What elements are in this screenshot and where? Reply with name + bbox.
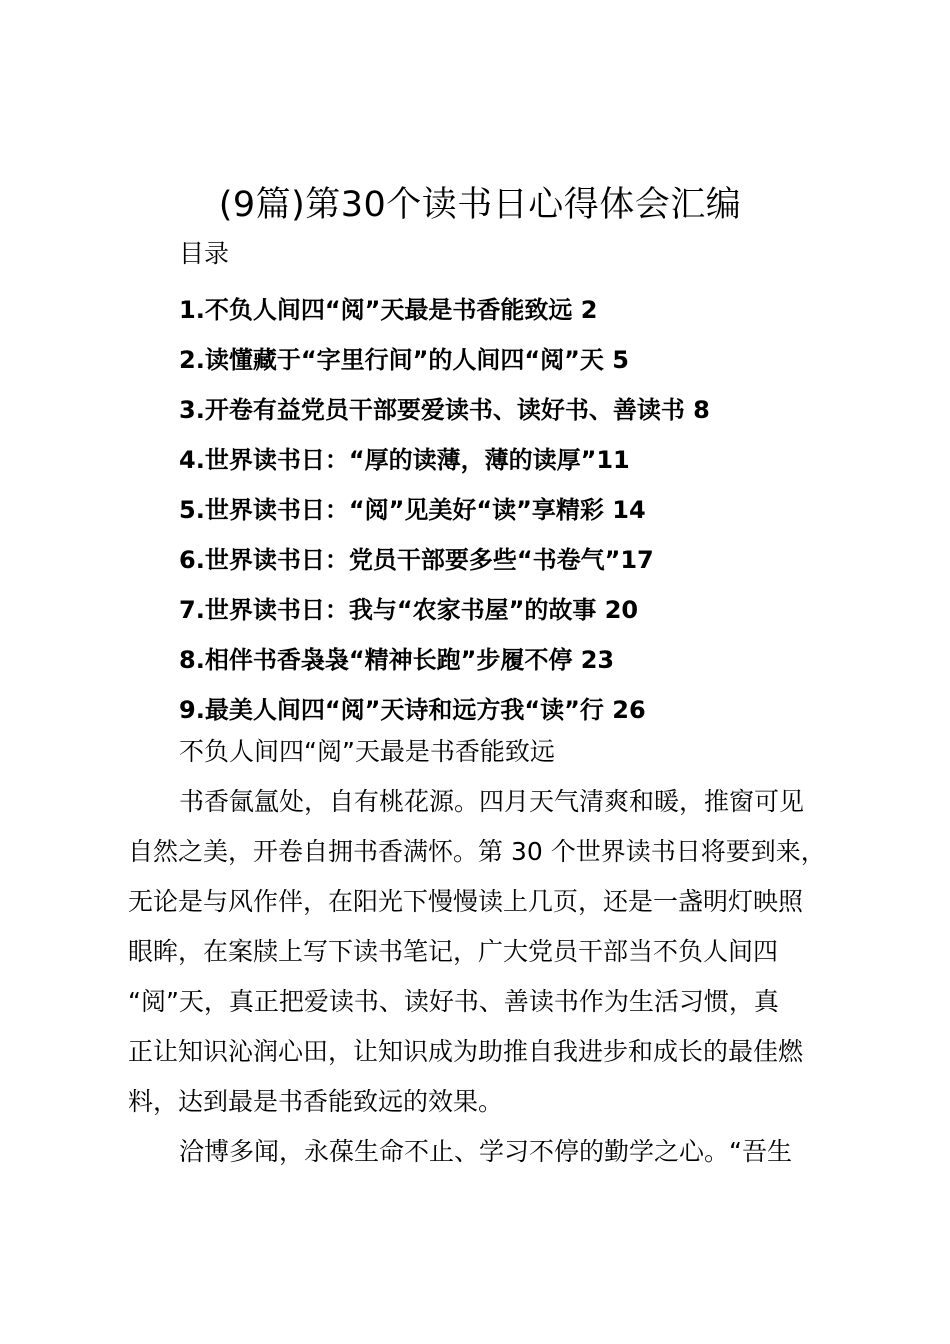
paragraph-line: 洽博多闻，永葆生命不止、学习不停的勤学之心。“吾生	[179, 1137, 792, 1166]
body-paragraph	[128, 1127, 858, 1177]
section-heading: 不负人间四“阅”天最是书香能致远	[179, 737, 555, 766]
toc-item[interactable]: 7.世界读书日：我与“农家书屋”的故事 20	[179, 596, 639, 624]
toc-item[interactable]: 4.世界读书日：“厚的读薄，薄的读厚”11	[179, 446, 630, 474]
toc-item[interactable]: 8.相伴书香袅袅“精神长跑”步履不停 23	[179, 646, 615, 674]
table-of-contents	[179, 285, 710, 735]
toc-item[interactable]: 6.世界读书日：党员干部要多些“书卷气”17	[179, 546, 654, 574]
paragraph-line: 无论是与风作伴，在阳光下慢慢读上几页，还是一盏明灯映照	[128, 887, 804, 916]
toc-item[interactable]: 1.不负人间四“阅”天最是书香能致远 2	[179, 296, 598, 324]
toc-heading: 目录	[179, 239, 230, 268]
paragraph-line: 眼眸，在案牍上写下读书笔记，广大党员干部当不负人间四	[128, 937, 779, 966]
paragraph-line: 正让知识沁润心田，让知识成为助推自我进步和成长的最佳燃	[128, 1037, 804, 1066]
paragraph-line: 自然之美，开卷自拥书香满怀。第 30 个世界读书日将要到来，	[128, 837, 826, 866]
paragraph-line: 料，达到最是书香能致远的效果。	[128, 1087, 504, 1116]
toc-item[interactable]: 9.最美人间四“阅”天诗和远方我“读”行 26	[179, 696, 646, 724]
toc-item[interactable]: 2.读懂藏于“字里行间”的人间四“阅”天 5	[179, 346, 629, 374]
body-paragraph	[128, 777, 858, 1127]
toc-item[interactable]: 5.世界读书日：“阅”见美好“读”享精彩 14	[179, 496, 646, 524]
document-title: (9篇)第30个读书日心得体会汇编	[218, 185, 742, 225]
paragraph-line: 书香氤氲处，自有桃花源。四月天气清爽和暖，推窗可见	[179, 787, 805, 816]
toc-item[interactable]: 3.开卷有益党员干部要爱读书、读好书、善读书 8	[179, 396, 710, 424]
paragraph-line: “阅”天，真正把爱读书、读好书、善读书作为生活习惯，真	[128, 987, 779, 1016]
